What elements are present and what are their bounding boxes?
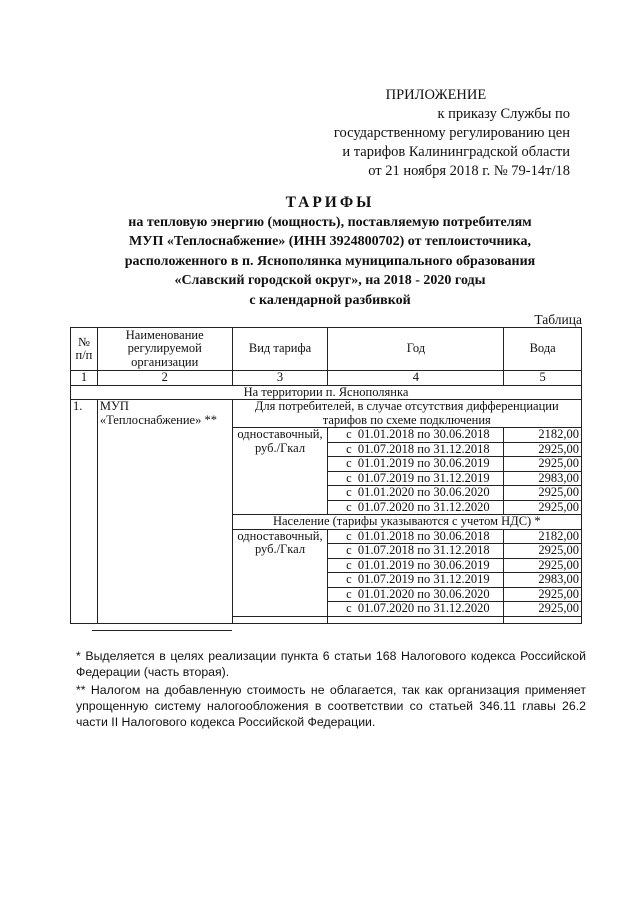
title-line: расположенного в п. Яснополянка муниципального образования (124, 253, 536, 269)
table-header-row (71, 328, 582, 371)
period: 01.01.2020 по 30.06.2020 (357, 485, 490, 499)
col-number: 3 (232, 371, 328, 386)
title-line: с календарной разбивкой (249, 292, 411, 308)
col-number: 5 (504, 371, 582, 386)
period: 01.07.2019 по 31.12.2019 (357, 470, 490, 485)
period: 01.01.2019 по 30.06.2019 (357, 557, 490, 572)
footnotes (76, 648, 586, 732)
title-line: «Славский городской округ», на 2018 - 2020 годы (174, 273, 486, 288)
appendix-line: и тарифов Калининградской области (342, 144, 570, 160)
period-prefix: с (346, 427, 352, 441)
footnote: * Выделяется в целях реализации пункта 6 статьи 168 Налогового кодекса Российской Федерации (часть вторая). (76, 649, 586, 679)
appendix-block (334, 86, 570, 181)
period: 01.01.2018 по 30.06.2018 (357, 427, 490, 441)
appendix-order-date: от 21 ноября 2018 г. № 79-14т/18 (368, 163, 570, 179)
row-number: 1. (71, 400, 98, 624)
document-title (80, 193, 580, 310)
period: 01.07.2018 по 31.12.2018 (357, 543, 490, 557)
tariff-value: 2925,00 (504, 442, 582, 457)
period-prefix: с (346, 470, 352, 485)
appendix-line: государственному регулированию цен (333, 125, 570, 141)
period-prefix: с (346, 441, 352, 456)
col-number: 4 (328, 371, 504, 386)
tariff-type: одноставочный, руб./Гкал (232, 529, 328, 616)
tariff-value: 2925,00 (504, 544, 582, 559)
appendix-line: к приказу Службы по (437, 106, 570, 122)
title-heading: ТАРИФЫ (285, 194, 375, 211)
table-label: Таблица (534, 312, 582, 327)
col-number: 1 (71, 371, 98, 386)
header-cell: Вид тарифа (232, 328, 328, 371)
territory-row (71, 385, 582, 400)
column-number-row (71, 371, 582, 386)
period-prefix: с (346, 601, 352, 615)
appendix-title: ПРИЛОЖЕНИЕ (385, 87, 487, 103)
territory-cell: На территории п. Яснополянка (71, 385, 582, 400)
period: 01.07.2018 по 31.12.2018 (357, 441, 490, 456)
tariff-value: 2925,00 (504, 558, 582, 573)
period: 01.01.2019 по 30.06.2019 (357, 456, 490, 470)
period: 01.01.2020 по 30.06.2020 (357, 586, 490, 601)
title-line: МУП «Теплоснабжение» (ИНН 3924800702) от теплоисточника, (129, 234, 531, 249)
group-label: Для потребителей, в случае отсутствия дифференциации тарифов по схеме подключения (232, 400, 581, 428)
header-cell: Год (328, 328, 504, 371)
col-number: 2 (97, 371, 232, 386)
tariff-value: 2983,00 (504, 471, 582, 486)
period: 01.07.2020 по 31.12.2020 (357, 601, 490, 615)
tariff-table (70, 327, 582, 624)
group-label: Население (тарифы указываются с учетом НДС) * (232, 515, 581, 530)
tariff-value: 2925,00 (504, 602, 582, 617)
header-cell: № п/п (71, 328, 98, 371)
period-prefix: с (346, 586, 352, 601)
period-prefix: с (346, 499, 352, 514)
group-label-row (71, 400, 582, 428)
footnote: ** Налогом на добавленную стоимость не облагается, так как организация применяет упрощенную систему налогообложения в соответствии со статьей 346.11 главы 26.2 части II Налогового кодекса Российской Федерации. (76, 683, 586, 729)
tariff-type: одноставочный, руб./Гкал (232, 428, 328, 515)
organization-name: МУП «Теплоснабжение» ** (97, 400, 232, 624)
period-prefix: с (346, 485, 352, 499)
period-prefix: с (346, 543, 352, 557)
tariff-value: 2925,00 (504, 457, 582, 472)
header-cell: Вода (504, 328, 582, 371)
period-prefix: с (346, 528, 352, 543)
period-prefix: с (346, 456, 352, 470)
period-prefix: с (346, 557, 352, 572)
tariff-value: 2182,00 (504, 529, 582, 544)
tariff-value: 2983,00 (504, 573, 582, 588)
period: 01.07.2019 по 31.12.2019 (357, 572, 490, 586)
footnote-separator (92, 630, 232, 631)
period: 01.01.2018 по 30.06.2018 (357, 528, 490, 543)
title-line: на тепловую энергию (мощность), поставляемую потребителям (128, 214, 532, 230)
tariff-value: 2925,00 (504, 486, 582, 501)
tariff-value: 2925,00 (504, 587, 582, 602)
tariff-value: 2925,00 (504, 500, 582, 515)
header-cell: Наименование регулируемой организации (97, 328, 232, 371)
tariff-value: 2182,00 (504, 428, 582, 443)
period: 01.07.2020 по 31.12.2020 (357, 499, 490, 514)
period-prefix: с (346, 572, 352, 586)
